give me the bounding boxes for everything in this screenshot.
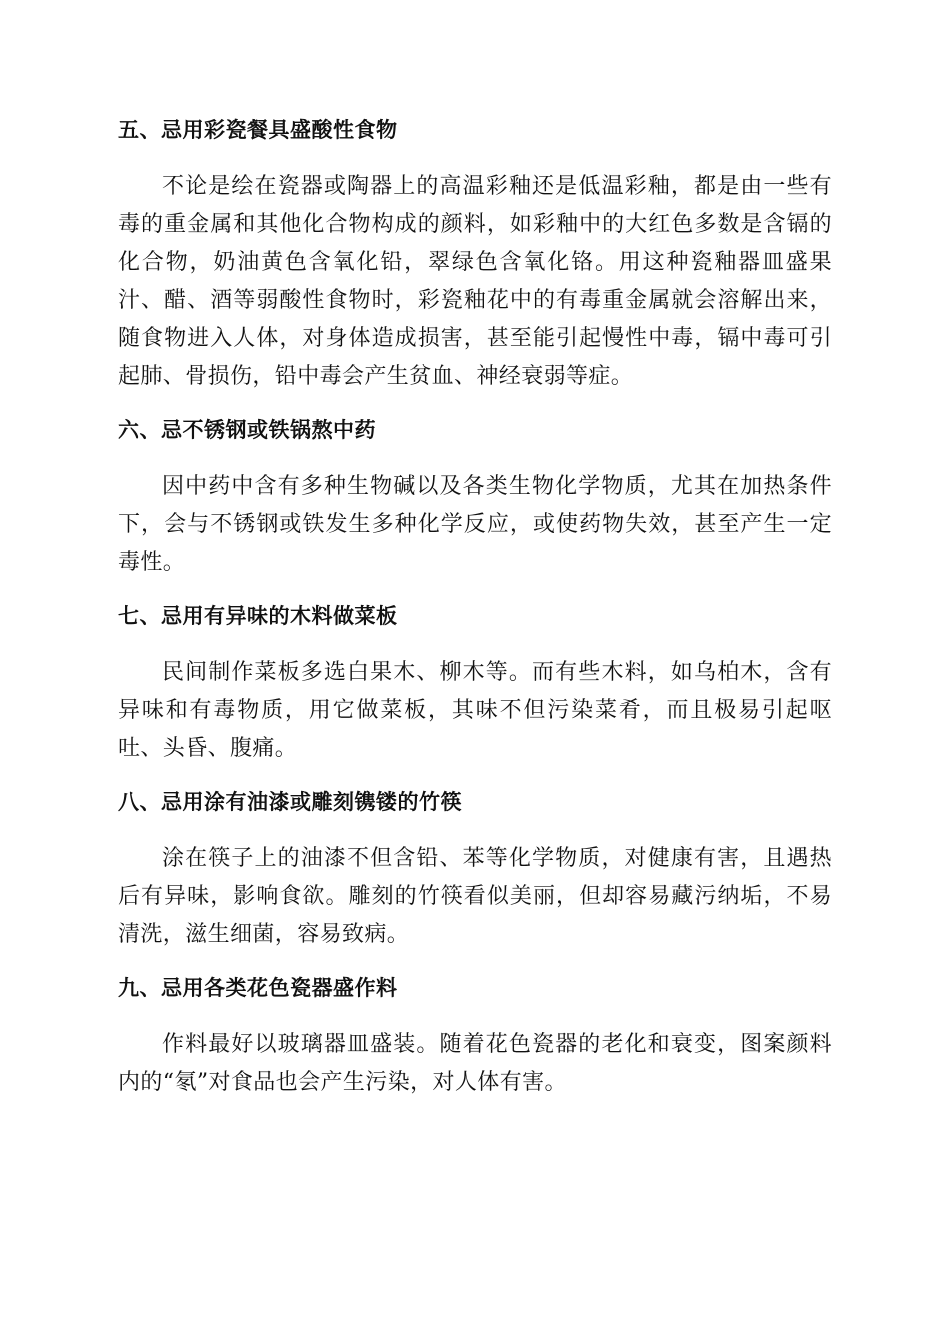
section-6 — [118, 412, 832, 582]
section-heading: 七、忌用有异味的木料做菜板 — [118, 604, 398, 628]
section-heading: 九、忌用各类花色瓷器盛作料 — [118, 976, 398, 1000]
section-heading: 五、忌用彩瓷餐具盛酸性食物 — [118, 118, 398, 142]
section-5 — [118, 112, 832, 396]
section-7 — [118, 598, 832, 768]
section-8 — [118, 784, 832, 954]
section-paragraph: 作料最好以玻璃器皿盛装。随着花色瓷器的老化和衰变，图案颜料内的“氡”对食品也会产生污染，对人体有害。 — [118, 1032, 832, 1095]
section-paragraph: 民间制作菜板多选白果木、柳木等。而有些木料，如乌柏木，含有异味和有毒物质，用它做菜板，其味不但污染菜肴，而且极易引起呕吐、头昏、腹痛。 — [118, 660, 832, 761]
section-heading: 八、忌用涂有油漆或雕刻镌镂的竹筷 — [118, 790, 462, 814]
section-paragraph: 涂在筷子上的油漆不但含铅、苯等化学物质，对健康有害，且遇热后有异味，影响食欲。雕刻的竹筷看似美丽，但却容易藏污纳垢，不易清洗，滋生细菌，容易致病。 — [118, 846, 832, 947]
section-paragraph: 因中药中含有多种生物碱以及各类生物化学物质，尤其在加热条件下，会与不锈钢或铁发生多种化学反应，或使药物失效，甚至产生一定毒性。 — [118, 474, 832, 575]
section-paragraph: 不论是绘在瓷器或陶器上的高温彩釉还是低温彩釉，都是由一些有毒的重金属和其他化合物构成的颜料，如彩釉中的大红色多数是含镉的化合物，奶油黄色含氧化铅，翠绿色含氧化铬。用这种瓷釉器皿盛果汁、醋、酒等弱酸性食物时，彩瓷釉花中的有毒重金属就会溶解出来，随食物进入人体，对身体造成损害，甚至能引起慢性中毒，镉中毒可引起肺、骨损伤，铅中毒会产生贫血、神经衰弱等症。 — [118, 174, 832, 389]
section-heading: 六、忌不锈钢或铁锅熬中药 — [118, 418, 376, 442]
section-9 — [118, 970, 832, 1102]
